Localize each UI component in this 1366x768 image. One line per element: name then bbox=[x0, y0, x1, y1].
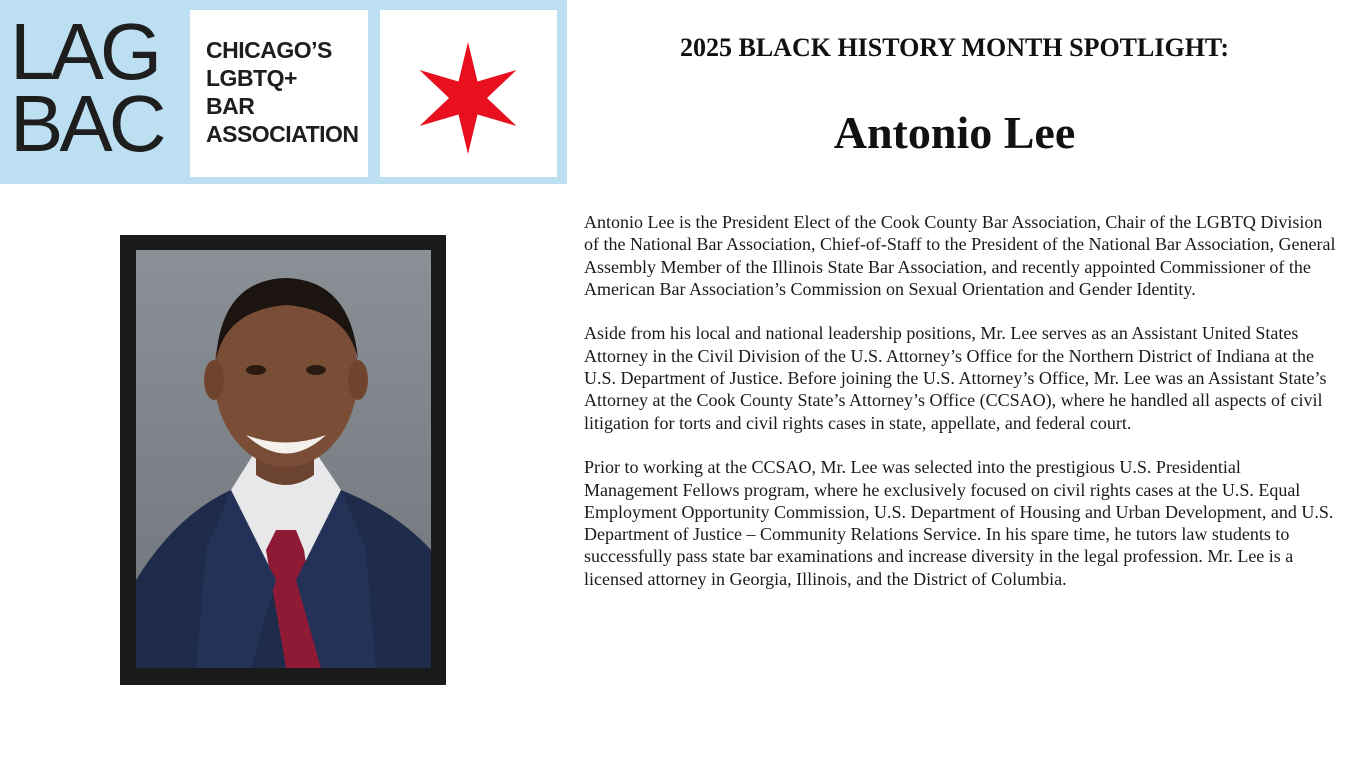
organization-name-line: ASSOCIATION bbox=[206, 121, 359, 147]
person-name: Antonio Lee bbox=[833, 107, 1076, 158]
bio-paragraph: Prior to working at the CCSAO, Mr. Lee was selected into the prestigious U.S. Presidential Management Fellows program, where he exclusively focused on civil rights cases at the U.S. Equal Employment Opportunity Commission, U.S. Department of Housing and Urban Development, and U.S. Department of Justice – Community Relations Service. In his spare time, he tutors law students to successfully pass state bar examinations and increase diversity in the legal profession. Mr. Lee is a licensed attorney in Georgia, Illinois, and the District of Columbia. bbox=[584, 457, 1334, 589]
organization-name-line: LGBTQ+ bbox=[206, 65, 297, 91]
star-box bbox=[380, 10, 557, 177]
bio-paragraph: Aside from his local and national leadership positions, Mr. Lee serves as an Assistant United States Attorney in the Civil Division of the U.S. Attorney’s Office for the Northern District of Indiana at the U.S. Department of Justice. Before joining the U.S. Attorney’s Office, Mr. Lee was an Assistant State’s Attorney at the Cook County State’s Attorney’s Office (CCSAO), where he handled all aspects of civil litigation for torts and civil rights cases in state, appellate, and federal court. bbox=[584, 323, 1327, 433]
spotlight-headline: 2025 BLACK HISTORY MONTH SPOTLIGHT: bbox=[679, 33, 1230, 62]
biography bbox=[584, 211, 1336, 612]
organization-logo bbox=[0, 0, 567, 184]
organization-name bbox=[206, 36, 366, 148]
wordmark-line-2: BAC bbox=[10, 79, 163, 168]
organization-name-line: CHICAGO’S bbox=[206, 37, 332, 63]
portrait-photo bbox=[136, 250, 431, 668]
six-pointed-star-icon bbox=[418, 42, 518, 154]
organization-name-line: BAR bbox=[206, 93, 255, 119]
lagbac-wordmark bbox=[10, 7, 180, 176]
organization-name-box bbox=[190, 10, 368, 177]
bio-paragraph: Antonio Lee is the President Elect of the Cook County Bar Association, Chair of the LGBTQ Division of the National Bar Association, Chief-of-Staff to the President of the National Bar Association, General Assembly Member of the Illinois State Bar Association, and recently appointed Commissioner of the American Bar Association’s Commission on Sexual Orientation and Gender Identity. bbox=[584, 212, 1336, 299]
wordmark-line-1: LAG bbox=[10, 7, 159, 96]
portrait-frame bbox=[120, 235, 446, 685]
